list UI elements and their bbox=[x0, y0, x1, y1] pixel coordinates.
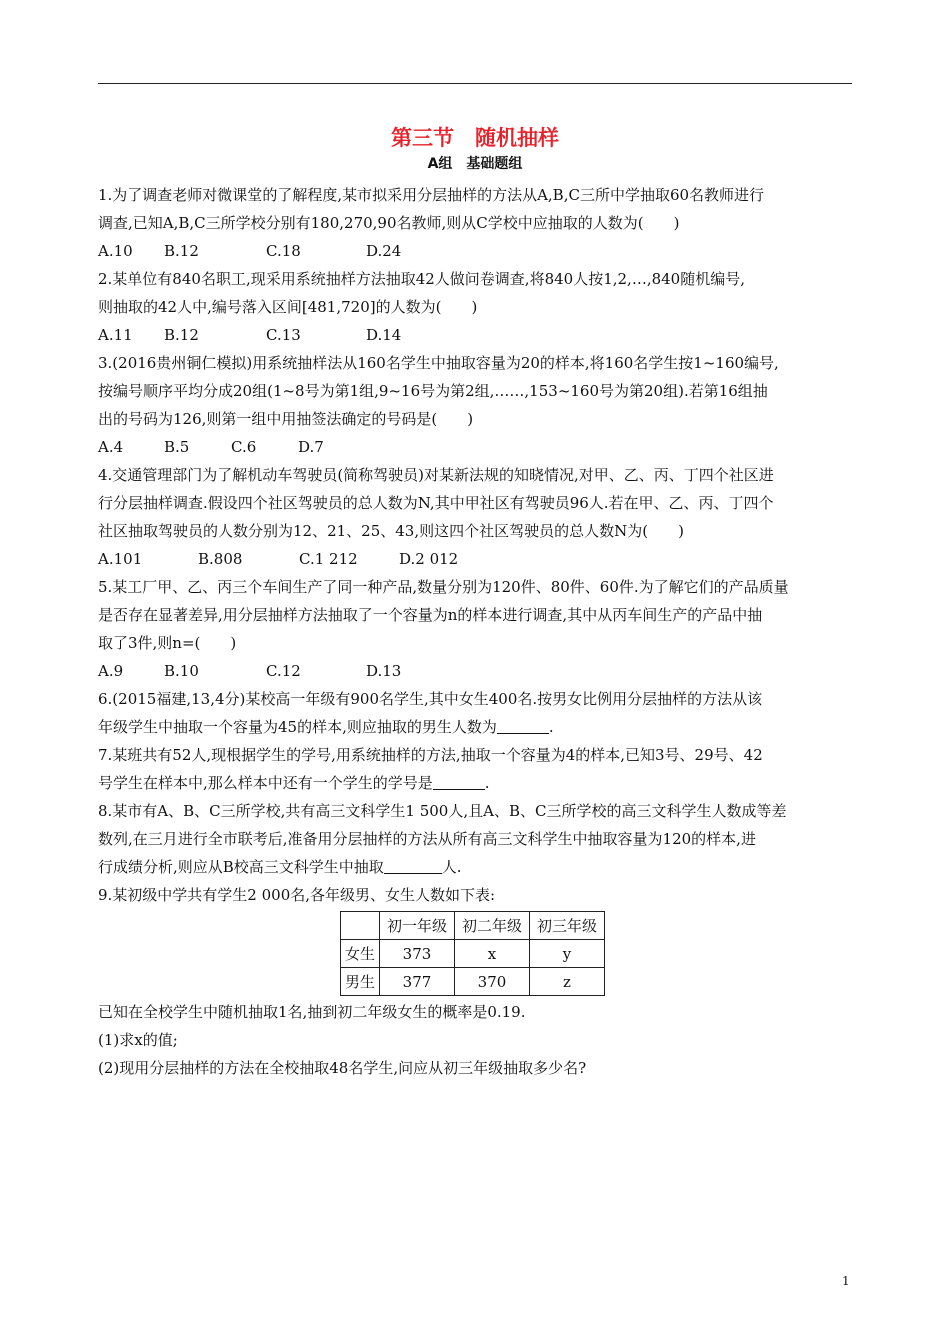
choice-row bbox=[98, 433, 858, 461]
choice-b: B.12 bbox=[164, 242, 199, 260]
question-text-line: 按编号顺序平均分成20组(1~8号为第1组,9~16号为第2组,……,153~160号为第20组).若第16组抽 bbox=[98, 382, 768, 400]
table-cell: 373 bbox=[380, 940, 455, 968]
choice-c: C.1 212 bbox=[299, 550, 358, 568]
table-header-cell: 初三年级 bbox=[530, 912, 605, 940]
question-text-end: . bbox=[484, 774, 490, 792]
question-9 bbox=[98, 881, 858, 1082]
question-text-line: 8.某市有A、B、C三所学校,共有高三文科学生1 500人,且A、B、C三所学校的高三文科学生人数成等差 bbox=[98, 802, 787, 820]
choice-c: C.6 bbox=[231, 438, 257, 456]
table-cell: y bbox=[530, 940, 605, 968]
question-part-2: (2)现用分层抽样的方法在全校抽取48名学生,问应从初三年级抽取多少名? bbox=[98, 1059, 587, 1077]
choice-row bbox=[98, 545, 858, 573]
question-text-line: 9.某初级中学共有学生2 000名,各年级男、女生人数如下表: bbox=[98, 886, 496, 904]
question-text-line bbox=[98, 713, 858, 741]
table-cell: 377 bbox=[380, 968, 455, 996]
table-cell: x bbox=[455, 940, 530, 968]
question-4 bbox=[98, 461, 858, 573]
choice-row bbox=[98, 237, 858, 265]
table-header-row bbox=[341, 912, 605, 940]
question-text-line: 调查,已知A,B,C三所学校分别有180,270,90名教师,则从C学校中应抽取的人数为( ) bbox=[98, 214, 680, 232]
choice-b: B.10 bbox=[164, 662, 199, 680]
question-text-line: 4.交通管理部门为了解机动车驾驶员(简称驾驶员)对某新法规的知晓情况,对甲、乙、丙、丁四个社区进 bbox=[98, 466, 774, 484]
answer-blank bbox=[497, 716, 549, 734]
question-text-line: 2.某单位有840名职工,现采用系统抽样方法抽取42人做问卷调查,将840人按1,2,…,840随机编号, bbox=[98, 270, 745, 288]
question-text-line: 7.某班共有52人,现根据学生的学号,用系统抽样的方法,抽取一个容量为4的样本,已知3号、29号、42 bbox=[98, 746, 763, 764]
question-text-line: 1.为了调查老师对微课堂的了解程度,某市拟采用分层抽样的方法从A,B,C三所中学抽取60名教师进行 bbox=[98, 186, 765, 204]
choice-b: B.12 bbox=[164, 326, 199, 344]
choice-a: A.9 bbox=[98, 662, 124, 680]
question-text: 号学生在样本中,那么样本中还有一个学生的学号是 bbox=[98, 774, 433, 792]
question-content bbox=[98, 181, 858, 1082]
question-text-line bbox=[98, 769, 858, 797]
group-subtitle: A组 基础题组 bbox=[427, 156, 523, 172]
question-part-1: (1)求x的值; bbox=[98, 1031, 178, 1049]
question-text-end: 人. bbox=[441, 858, 462, 876]
choice-a: A.101 bbox=[98, 550, 143, 568]
table-row bbox=[341, 968, 605, 996]
grade-student-table bbox=[340, 911, 605, 996]
table-cell: z bbox=[530, 968, 605, 996]
table-cell: 370 bbox=[455, 968, 530, 996]
question-text-line: 3.(2016贵州铜仁模拟)用系统抽样法从160名学生中抽取容量为20的样本,将160名学生按1~160编号, bbox=[98, 354, 779, 372]
choice-d: D.24 bbox=[366, 242, 402, 260]
choice-row bbox=[98, 657, 858, 685]
question-text-line: 数列,在三月进行全市联考后,准备用分层抽样的方法从所有高三文科学生中抽取容量为120的样本,进 bbox=[98, 830, 756, 848]
question-8 bbox=[98, 797, 858, 881]
table-cell: 男生 bbox=[341, 968, 380, 996]
question-2 bbox=[98, 265, 858, 349]
choice-b: B.5 bbox=[164, 438, 190, 456]
choice-d: D.14 bbox=[366, 326, 402, 344]
question-text-line: 6.(2015福建,13,4分)某校高一年级有900名学生,其中女生400名.按男女比例用分层抽样的方法从该 bbox=[98, 690, 763, 708]
choice-a: A.4 bbox=[98, 438, 124, 456]
answer-blank bbox=[433, 772, 485, 790]
answer-blank bbox=[384, 856, 442, 874]
choice-d: D.2 012 bbox=[399, 550, 459, 568]
question-text-line: 是否存在显著差异,用分层抽样方法抽取了一个容量为n的样本进行调查,其中从丙车间生产的产品中抽 bbox=[98, 606, 763, 624]
question-text-line bbox=[98, 853, 858, 881]
choice-d: D.13 bbox=[366, 662, 402, 680]
question-text-line: 出的号码为126,则第一组中用抽签法确定的号码是( ) bbox=[98, 410, 474, 428]
question-text-line: 则抽取的42人中,编号落入区间[481,720]的人数为( ) bbox=[98, 298, 478, 316]
page-number: 1 bbox=[842, 1274, 850, 1288]
question-text-line: 已知在全校学生中随机抽取1名,抽到初二年级女生的概率是0.19. bbox=[98, 1003, 526, 1021]
section-title: 第三节 随机抽样 bbox=[391, 126, 559, 150]
choice-a: A.10 bbox=[98, 242, 133, 260]
question-text: 年级学生中抽取一个容量为45的样本,则应抽取的男生人数为 bbox=[98, 718, 497, 736]
table-header-cell: 初二年级 bbox=[455, 912, 530, 940]
header-rule bbox=[98, 83, 852, 84]
choice-c: C.18 bbox=[266, 242, 301, 260]
question-text: 行成绩分析,则应从B校高三文科学生中抽取 bbox=[98, 858, 384, 876]
question-text-line: 社区抽取驾驶员的人数分别为12、21、25、43,则这四个社区驾驶员的总人数N为( ) bbox=[98, 522, 684, 540]
question-5 bbox=[98, 573, 858, 685]
question-1 bbox=[98, 181, 858, 265]
choice-b: B.808 bbox=[198, 550, 243, 568]
question-3 bbox=[98, 349, 858, 461]
question-7 bbox=[98, 741, 858, 797]
choice-c: C.12 bbox=[266, 662, 301, 680]
question-text-line: 取了3件,则n=( ) bbox=[98, 634, 237, 652]
table-cell: 女生 bbox=[341, 940, 380, 968]
choice-row bbox=[98, 321, 858, 349]
table-header-cell bbox=[341, 912, 380, 940]
table-header-cell: 初一年级 bbox=[380, 912, 455, 940]
table-row bbox=[341, 940, 605, 968]
choice-d: D.7 bbox=[298, 438, 324, 456]
question-text-line: 5.某工厂甲、乙、丙三个车间生产了同一种产品,数量分别为120件、80件、60件.为了解它们的产品质量 bbox=[98, 578, 789, 596]
question-text-end: . bbox=[548, 718, 554, 736]
choice-c: C.13 bbox=[266, 326, 301, 344]
question-text-line: 行分层抽样调查.假设四个社区驾驶员的总人数为N,其中甲社区有驾驶员96人.若在甲、乙、丙、丁四个 bbox=[98, 494, 774, 512]
choice-a: A.11 bbox=[98, 326, 133, 344]
question-6 bbox=[98, 685, 858, 741]
